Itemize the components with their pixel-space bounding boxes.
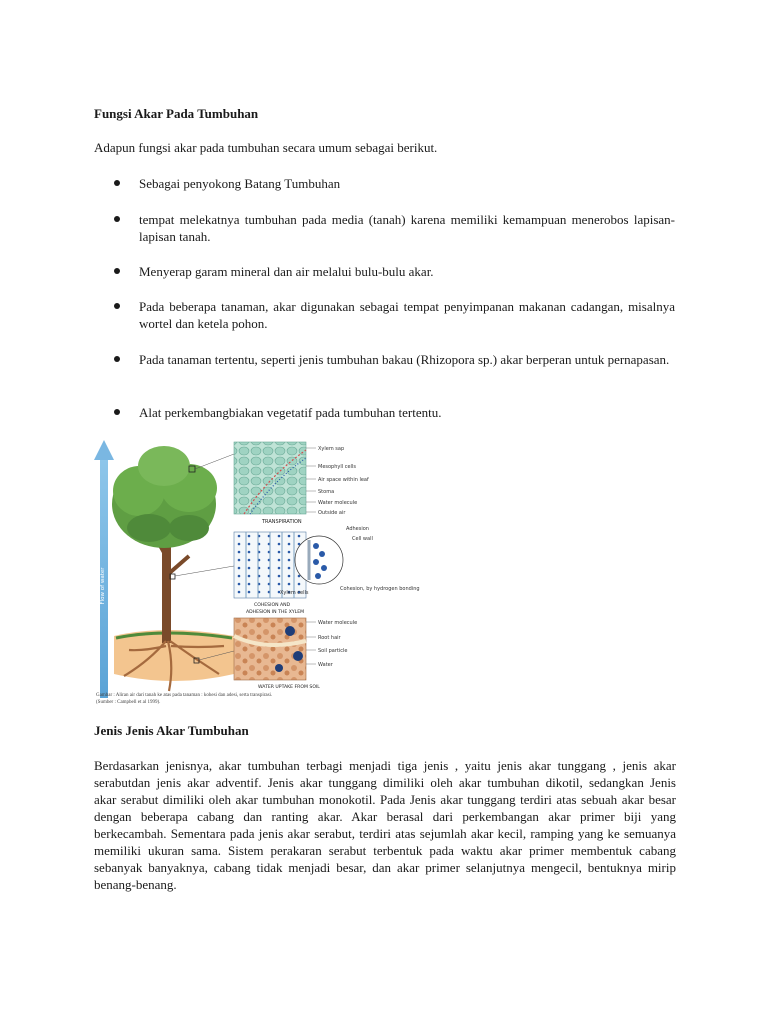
root-label: Soil particle	[318, 648, 348, 654]
list-item-text: Pada beberapa tanaman, akar digunakan sebagai tempat penyimpanan makanan cadangan, misalnya wortel dan ketela pohon.	[139, 299, 675, 331]
list-item-text: tempat melekatnya tumbuhan pada media (tanah) karena memiliki kemampuan menerobos lapisan-lapisan tanah.	[139, 212, 675, 244]
bullet-icon	[114, 356, 120, 362]
cohesion-title-2: ADHESION IN THE XYLEM	[246, 610, 305, 615]
transpiration-title: TRANSPIRATION	[262, 519, 302, 525]
intro-text: Adapun fungsi akar pada tumbuhan secara umum sebagai berikut.	[94, 140, 438, 155]
xylem-label: Cohesion, by hydrogen bonding	[340, 586, 420, 592]
list-item-text: Sebagai penyokong Batang Tumbuhan	[139, 176, 341, 191]
water-transport-figure	[94, 436, 420, 706]
xylem-label: Adhesion	[346, 526, 369, 532]
root-label: Water molecule	[318, 620, 358, 626]
bullet-icon	[114, 303, 120, 309]
bullet-icon	[114, 268, 120, 274]
leaf-label: Xylem sap	[318, 446, 345, 452]
list-item-text: Alat perkembangbiakan vegetatif pada tumbuhan tertentu.	[139, 405, 442, 420]
bullet-icon	[114, 216, 120, 222]
flow-arrow	[94, 440, 114, 698]
water-transport-diagram	[94, 436, 420, 706]
heading-fungsi-akar: Fungsi Akar Pada Tumbuhan	[94, 106, 259, 121]
heading-jenis-akar: Jenis Jenis Akar Tumbuhan	[94, 723, 249, 738]
leaf-label: Air space within leaf	[318, 477, 369, 483]
figure-caption-source: (Sumber : Campbell et al 1999).	[96, 700, 161, 705]
list-item-text: Pada tanaman tertentu, seperti jenis tumbuhan bakau (Rhizopora sp.) akar berperan untuk pernapasan.	[139, 352, 670, 367]
bullet-icon	[114, 180, 120, 186]
uptake-title: WATER UPTAKE FROM SOIL	[258, 685, 320, 690]
tree-illustration	[112, 446, 234, 691]
leaf-panel	[234, 442, 369, 525]
figure-caption: Gambar : Aliran air dari tanah ke atas pada tanaman : kohesi dan adesi, serta transpirasi.	[96, 693, 273, 698]
cohesion-title: COHESION AND	[254, 603, 291, 608]
paragraph-jenis-akar: Berdasarkan jenisnya, akar tumbuhan terbagi menjadi tiga jenis , yaitu jenis akar tunggang , jenis akar serabutdan jenis akar adventif. Jenis akar tunggang dimiliki oleh akar tumbuhan dikotil, sedangkan Jenis akar serabut dimiliki oleh akar tumbuhan monokotil. Pada Jenis akar tunggang terdiri atas sebuah akar besar dengan beberapa cabang dan ranting akar. Akar berasal dari perkembangan akar primer biji yang berkecambah. Sementara pada jenis akar serabut, terdiri atas sejumlah akar kecil, ramping yang ke semuanya memiliki ukuran sama. Sistem perakaran serabut terbentuk pada waktu akar primer membentuk cabang sebanyak banyaknya, cabang tidak menjadi besar, dan akar primer selanjutnya mengecil, bentuknya mirip benang-benang.	[94, 758, 676, 892]
xylem-label: Xylem cells	[280, 590, 309, 596]
leaf-label: Water molecule	[318, 500, 358, 506]
leaf-label: Mesophyll cells	[318, 464, 356, 470]
flow-arrow-label: Flow of water	[100, 567, 106, 605]
list-item-text: Menyerap garam mineral dan air melalui bulu-bulu akar.	[139, 264, 434, 279]
root-label: Root hair	[318, 635, 341, 641]
root-label: Water	[318, 662, 333, 668]
xylem-panel	[234, 526, 420, 615]
bullet-icon	[114, 409, 120, 415]
xylem-label: Cell wall	[352, 536, 373, 542]
leaf-label: Stoma	[318, 489, 335, 495]
leaf-label: Outside air	[318, 510, 346, 516]
root-panel	[234, 618, 357, 690]
